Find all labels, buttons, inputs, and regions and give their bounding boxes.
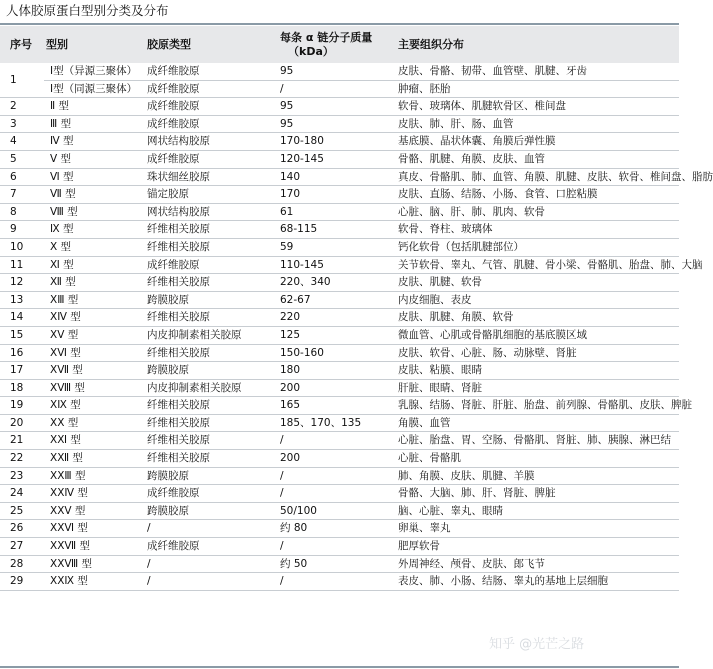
cell-collagen-type: 成纤维胶原	[145, 256, 278, 274]
cell-distribution: 肝脏、眼睛、肾脏	[396, 379, 679, 397]
cell-distribution: 皮肤、软骨、心脏、肠、动脉壁、肾脏	[396, 344, 679, 362]
table-row	[0, 362, 679, 380]
cell-type: Ⅲ 型	[44, 115, 145, 133]
cell-mass: 165	[278, 397, 396, 415]
cell-distribution: 心脏、骨骼肌	[396, 450, 679, 468]
cell-seq: 15	[0, 326, 44, 344]
table-row	[0, 450, 679, 468]
table-row	[0, 432, 679, 450]
table-row	[0, 274, 679, 292]
cell-mass: 62-67	[278, 291, 396, 309]
table-row	[0, 291, 679, 309]
cell-collagen-type: 跨膜胶原	[145, 467, 278, 485]
cell-collagen-type: /	[145, 520, 278, 538]
cell-collagen-type: /	[145, 555, 278, 573]
cell-seq: 2	[0, 98, 44, 116]
cell-mass: 170-180	[278, 133, 396, 151]
table-row	[0, 150, 679, 168]
table-row	[0, 520, 679, 538]
header-type: 型别	[44, 26, 145, 63]
collagen-table	[0, 26, 713, 591]
cell-mass: 95	[278, 115, 396, 133]
cell-mass: 200	[278, 379, 396, 397]
cell-seq: 26	[0, 520, 44, 538]
cell-distribution: 软骨、玻璃体、肌腱软骨区、椎间盘	[396, 98, 679, 116]
cell-collagen-type: 跨膜胶原	[145, 362, 278, 380]
cell-type: ⅩⅦ 型	[44, 362, 145, 380]
header-collagen-type: 胶原类型	[145, 26, 278, 63]
table-title: 人体胶原蛋白型别分类及分布	[6, 3, 169, 18]
cell-seq: 17	[0, 362, 44, 380]
cell-seq: 6	[0, 168, 44, 186]
table-row	[0, 538, 679, 556]
table-row	[0, 555, 679, 573]
cell-type: ⅩⅩⅥ 型	[44, 520, 145, 538]
table-row	[0, 133, 679, 151]
cell-type: ⅩⅨ 型	[44, 397, 145, 415]
cell-mass: 95	[278, 98, 396, 116]
cell-distribution: 心脏、脑、肝、肺、肌肉、软骨	[396, 203, 679, 221]
table-row	[0, 573, 679, 591]
cell-seq: 9	[0, 221, 44, 239]
table-row	[0, 203, 679, 221]
table-row	[0, 168, 679, 186]
cell-seq: 25	[0, 502, 44, 520]
cell-distribution: 皮肤、肌腱、软骨	[396, 274, 679, 292]
cell-collagen-type: 内皮抑制素相关胶原	[145, 326, 278, 344]
cell-seq: 7	[0, 186, 44, 204]
table-row	[0, 80, 679, 98]
cell-type: ⅩⅩ 型	[44, 414, 145, 432]
table-row	[0, 186, 679, 204]
table-row	[0, 485, 679, 503]
cell-type: Ⅳ 型	[44, 133, 145, 151]
cell-mass: 140	[278, 168, 396, 186]
cell-type: ⅩⅪ 型	[44, 432, 145, 450]
cell-collagen-type: 纤维相关胶原	[145, 274, 278, 292]
cell-distribution: 卵巢、睾丸	[396, 520, 679, 538]
cell-distribution: 表皮、肺、小肠、结肠、睾丸的基地上层细胞	[396, 573, 679, 591]
cell-seq: 14	[0, 309, 44, 327]
cell-type: ⅩⅥ 型	[44, 344, 145, 362]
cell-mass: /	[278, 573, 396, 591]
cell-mass: 200	[278, 450, 396, 468]
cell-distribution: 皮肤、直肠、结肠、小肠、食管、口腔粘膜	[396, 186, 679, 204]
header-mass	[278, 26, 396, 63]
cell-type: ⅩⅩⅨ 型	[44, 573, 145, 591]
cell-seq: 18	[0, 379, 44, 397]
table-row	[0, 238, 679, 256]
cell-seq: 13	[0, 291, 44, 309]
cell-seq: 10	[0, 238, 44, 256]
cell-mass: 68-115	[278, 221, 396, 239]
cell-seq: 24	[0, 485, 44, 503]
cell-seq: 19	[0, 397, 44, 415]
table-row	[0, 344, 679, 362]
table-row	[0, 221, 679, 239]
cell-distribution: 肺、角膜、皮肤、肌腱、羊膜	[396, 467, 679, 485]
cell-mass: 220、340	[278, 274, 396, 292]
table-bottom-rule	[0, 666, 679, 668]
cell-seq: 3	[0, 115, 44, 133]
cell-mass: 125	[278, 326, 396, 344]
cell-type: ⅩⅩⅧ 型	[44, 555, 145, 573]
cell-mass: 61	[278, 203, 396, 221]
cell-mass: 110-145	[278, 256, 396, 274]
header-mass-line2: （kDa）	[288, 44, 334, 58]
cell-seq: 23	[0, 467, 44, 485]
cell-mass: 170	[278, 186, 396, 204]
cell-seq: 28	[0, 555, 44, 573]
cell-collagen-type: 纤维相关胶原	[145, 432, 278, 450]
cell-distribution: 皮肤、肌腱、角膜、软骨	[396, 309, 679, 327]
cell-collagen-type: 纤维相关胶原	[145, 221, 278, 239]
cell-distribution: 角膜、血管	[396, 414, 679, 432]
table-header-row	[0, 26, 679, 63]
cell-mass: 150-160	[278, 344, 396, 362]
cell-distribution: 软骨、脊柱、玻璃体	[396, 221, 679, 239]
cell-type: Ⅻ 型	[44, 274, 145, 292]
table-row	[0, 256, 679, 274]
cell-distribution: 乳腺、结肠、肾脏、肝脏、胎盘、前列腺、骨骼肌、皮肤、脾脏	[396, 397, 679, 415]
header-distribution: 主要组织分布	[396, 26, 679, 63]
cell-type: ⅩⅩⅦ 型	[44, 538, 145, 556]
cell-distribution: 内皮细胞、表皮	[396, 291, 679, 309]
cell-distribution: 肥厚软骨	[396, 538, 679, 556]
header-mass-line1: 每条 α 链分子质量	[280, 30, 373, 44]
cell-distribution: 肿瘤、胚胎	[396, 80, 679, 98]
cell-type: Ⅵ 型	[44, 168, 145, 186]
cell-distribution: 钙化软骨（包括肌腱部位）	[396, 238, 679, 256]
cell-seq: 4	[0, 133, 44, 151]
cell-mass: 50/100	[278, 502, 396, 520]
cell-distribution: 骨骼、大脑、肺、肝、肾脏、脾脏	[396, 485, 679, 503]
cell-collagen-type: 珠状细丝胶原	[145, 168, 278, 186]
cell-collagen-type: 成纤维胶原	[145, 98, 278, 116]
cell-distribution: 骨骼、肌腱、角膜、皮肤、血管	[396, 150, 679, 168]
cell-type: Ⅰ型（同源三聚体）	[44, 80, 145, 98]
cell-type: Ⅺ 型	[44, 256, 145, 274]
cell-seq: 29	[0, 573, 44, 591]
cell-distribution: 基底膜、晶状体囊、角膜后弹性膜	[396, 133, 679, 151]
cell-seq: 16	[0, 344, 44, 362]
cell-mass: 约 80	[278, 520, 396, 538]
cell-collagen-type: 成纤维胶原	[145, 538, 278, 556]
cell-collagen-type: 成纤维胶原	[145, 485, 278, 503]
table-row	[0, 326, 679, 344]
cell-collagen-type: 锚定胶原	[145, 186, 278, 204]
table-row	[0, 414, 679, 432]
cell-mass: /	[278, 432, 396, 450]
cell-seq: 12	[0, 274, 44, 292]
table-row	[0, 467, 679, 485]
cell-mass: /	[278, 538, 396, 556]
cell-type: ⅩⅩⅤ 型	[44, 502, 145, 520]
cell-collagen-type: 网状结构胶原	[145, 203, 278, 221]
table-row	[0, 98, 679, 116]
cell-collagen-type: /	[145, 573, 278, 591]
cell-mass: 185、170、135	[278, 414, 396, 432]
table-row	[0, 397, 679, 415]
cell-mass: 95	[278, 63, 396, 80]
cell-type: Ⅶ 型	[44, 186, 145, 204]
cell-type: ⅩⅫ 型	[44, 450, 145, 468]
cell-type: Ⅸ 型	[44, 221, 145, 239]
cell-seq: 5	[0, 150, 44, 168]
table-row	[0, 309, 679, 327]
table-row	[0, 115, 679, 133]
cell-collagen-type: 纤维相关胶原	[145, 414, 278, 432]
cell-collagen-type: 纤维相关胶原	[145, 238, 278, 256]
cell-type: Ⅱ 型	[44, 98, 145, 116]
cell-mass: 59	[278, 238, 396, 256]
cell-distribution: 脑、心脏、睾丸、眼睛	[396, 502, 679, 520]
cell-collagen-type: 成纤维胶原	[145, 80, 278, 98]
cell-type: ⅩⅧ 型	[44, 379, 145, 397]
cell-type: Ⅷ 型	[44, 203, 145, 221]
cell-mass: /	[278, 485, 396, 503]
cell-type: Ⅰ型（异源三聚体）	[44, 63, 145, 80]
cell-collagen-type: 纤维相关胶原	[145, 450, 278, 468]
table-row	[0, 502, 679, 520]
cell-distribution: 微血管、心肌或骨骼肌细胞的基底膜区域	[396, 326, 679, 344]
cell-collagen-type: 网状结构胶原	[145, 133, 278, 151]
title-divider	[0, 23, 679, 25]
table-row	[0, 63, 679, 80]
cell-type: Ⅴ 型	[44, 150, 145, 168]
cell-distribution: 皮肤、粘膜、眼睛	[396, 362, 679, 380]
cell-seq: 11	[0, 256, 44, 274]
cell-seq: 27	[0, 538, 44, 556]
cell-collagen-type: 纤维相关胶原	[145, 397, 278, 415]
cell-type: ⅩⅣ 型	[44, 309, 145, 327]
cell-collagen-type: 纤维相关胶原	[145, 344, 278, 362]
cell-mass: 约 50	[278, 555, 396, 573]
header-seq: 序号	[0, 26, 44, 63]
cell-type: ⅩⅩⅣ 型	[44, 485, 145, 503]
cell-seq: 8	[0, 203, 44, 221]
cell-collagen-type: 跨膜胶原	[145, 502, 278, 520]
cell-distribution: 皮肤、肺、肝、肠、血管	[396, 115, 679, 133]
cell-collagen-type: 成纤维胶原	[145, 150, 278, 168]
cell-mass: 220	[278, 309, 396, 327]
cell-distribution: 心脏、胎盘、胃、空肠、骨骼肌、肾脏、肺、胰腺、淋巴结	[396, 432, 679, 450]
cell-seq: 21	[0, 432, 44, 450]
cell-mass: /	[278, 80, 396, 98]
cell-mass: 120-145	[278, 150, 396, 168]
cell-collagen-type: 成纤维胶原	[145, 115, 278, 133]
cell-collagen-type: 成纤维胶原	[145, 63, 278, 80]
cell-collagen-type: 内皮抑制素相关胶原	[145, 379, 278, 397]
cell-type: ⅩⅩⅢ 型	[44, 467, 145, 485]
cell-seq: 22	[0, 450, 44, 468]
cell-seq: 1	[0, 63, 44, 98]
cell-collagen-type: 纤维相关胶原	[145, 309, 278, 327]
cell-type: Ⅹ 型	[44, 238, 145, 256]
cell-distribution: 外周神经、颅骨、皮肤、郎飞节	[396, 555, 679, 573]
cell-mass: /	[278, 467, 396, 485]
cell-mass: 180	[278, 362, 396, 380]
cell-distribution: 真皮、骨骼肌、肺、血管、角膜、肌腱、皮肤、软骨、椎间盘、脂肪	[396, 168, 679, 186]
cell-distribution: 关节软骨、睾丸、气管、肌腱、骨小梁、骨骼肌、胎盘、肺、大脑	[396, 256, 679, 274]
cell-collagen-type: 跨膜胶原	[145, 291, 278, 309]
watermark: 知乎 @光芒之路	[489, 637, 585, 652]
cell-type: ⅩⅤ 型	[44, 326, 145, 344]
cell-distribution: 皮肤、骨骼、韧带、血管壁、肌腱、牙齿	[396, 63, 679, 80]
table-body	[0, 63, 713, 590]
cell-seq: 20	[0, 414, 44, 432]
cell-type: ⅩⅢ 型	[44, 291, 145, 309]
table-row	[0, 379, 679, 397]
